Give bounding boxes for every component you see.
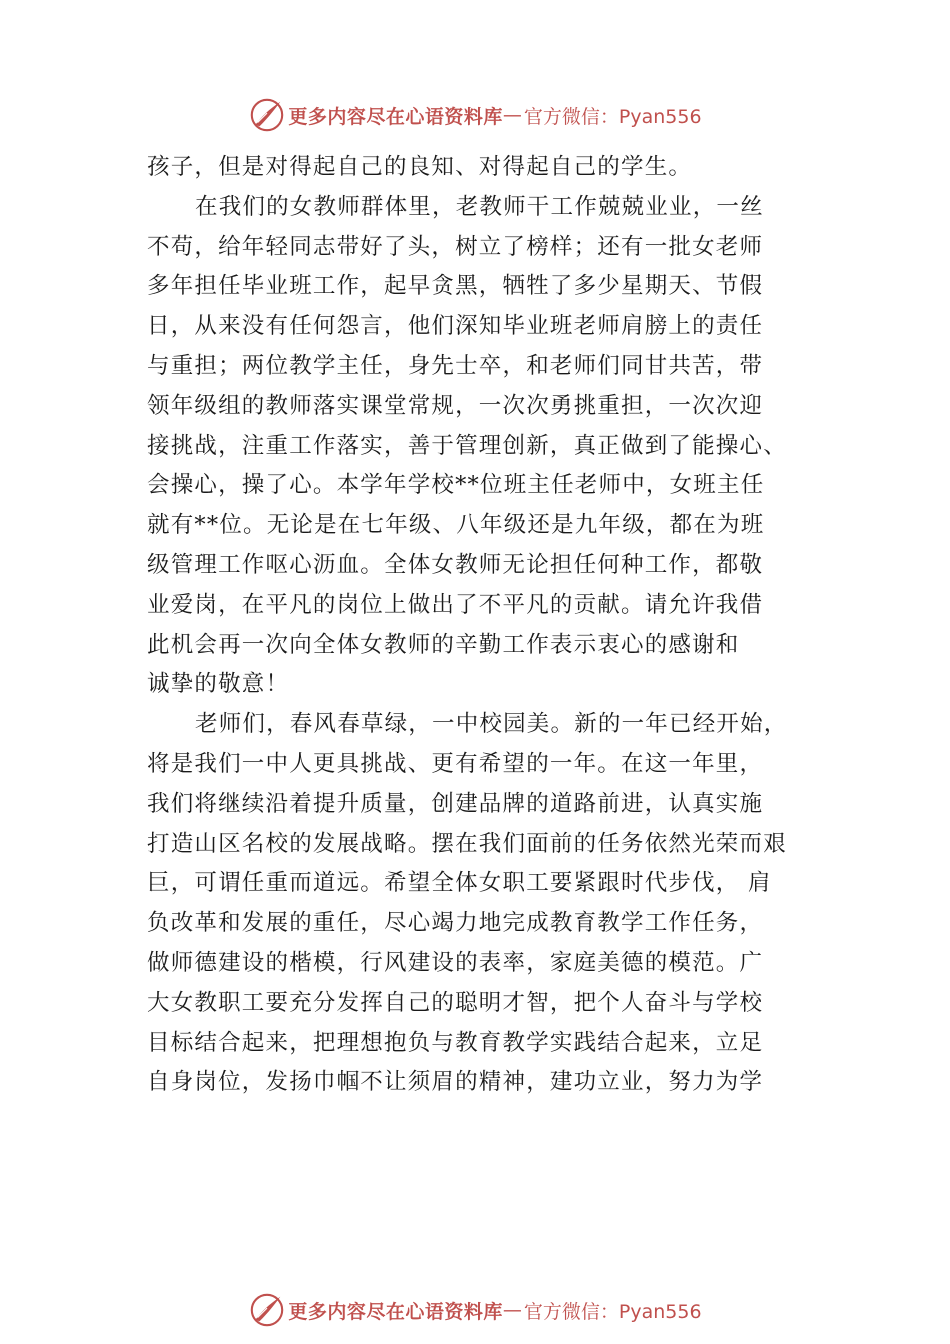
text-line: 此机会再一次向全体女教师的辛勤工作表示衷心的感谢和 — [147, 631, 740, 658]
text-line: 巨，可谓任重而道远。希望全体女职工要紧跟时代步伐， 肩 — [147, 870, 772, 897]
footer-banner-wechat: 官方微信：Pyan556 — [523, 1300, 702, 1323]
text-line: 与重担；两位教学主任，身先士卒，和老师们同甘共苦，带 — [147, 352, 764, 379]
text-line: 会操心，操了心。本学年学校**位班主任老师中，女班主任 — [147, 472, 765, 499]
quill-pen-icon — [248, 1291, 286, 1329]
text-line: 接挑战，注重工作落实，善于管理创新，真正做到了能操心、 — [147, 432, 787, 459]
text-line: 多年担任毕业班工作，起早贪黑，牺牲了多少星期天、节假 — [147, 273, 764, 300]
text-line: 孩子，但是对得起自己的良知、对得起自己的学生。 — [147, 154, 693, 180]
text-line: 将是我们一中人更具挑战、更有希望的一年。在这一年里， — [147, 750, 764, 777]
text-line: 业爱岗，在平凡的岗位上做出了不平凡的贡献。请允许我借 — [147, 591, 764, 618]
text-line: 级管理工作呕心沥血。全体女教师无论担任何种工作，都敬 — [147, 551, 764, 578]
text-line: 做师德建设的楷模，行风建设的表率，家庭美德的模范。广 — [147, 949, 764, 976]
text-line: 老师们，春风春草绿，一中校园美。新的一年已经开始， — [195, 711, 788, 738]
text-line: 负改革和发展的重任，尽心竭力地完成教育教学工作任务， — [147, 910, 764, 937]
text-line: 领年级组的教师落实课堂常规，一次次勇挑重担，一次次迎 — [147, 392, 764, 419]
document-body — [147, 148, 837, 1103]
text-line: 就有**位。无论是在七年级、八年级还是九年级，都在为班 — [147, 512, 765, 539]
text-line: 不苟，给年轻同志带好了头，树立了榜样；还有一批女老师 — [147, 233, 764, 260]
text-line: 打造山区名校的发展战略。摆在我们面前的任务依然光荣而艰 — [147, 830, 787, 857]
footer-banner-separator: — — [502, 1299, 522, 1321]
text-line: 在我们的女教师群体里，老教师干工作兢兢业业，一丝 — [195, 193, 764, 220]
footer-banner-title: 更多内容尽在心语资料库 — [288, 1300, 503, 1323]
header-banner — [0, 93, 950, 137]
text-line: 目标结合起来，把理想抱负与教育教学实践结合起来，立足 — [147, 1029, 764, 1056]
footer-banner — [0, 1288, 950, 1332]
text-line: 日，从来没有任何怨言，他们深知毕业班老师肩膀上的责任 — [147, 313, 764, 340]
header-banner-separator: — — [502, 104, 522, 126]
quill-pen-icon — [248, 96, 286, 134]
text-line: 诚挚的敬意！ — [147, 671, 290, 698]
header-banner-title: 更多内容尽在心语资料库 — [288, 105, 503, 128]
text-line: 自身岗位，发扬巾帼不让须眉的精神，建功立业，努力为学 — [147, 1069, 764, 1096]
text-line: 我们将继续沿着提升质量，创建品牌的道路前进，认真实施 — [147, 790, 764, 817]
text-line: 大女教职工要充分发挥自己的聪明才智，把个人奋斗与学校 — [147, 989, 764, 1016]
header-banner-wechat: 官方微信：Pyan556 — [523, 105, 702, 128]
